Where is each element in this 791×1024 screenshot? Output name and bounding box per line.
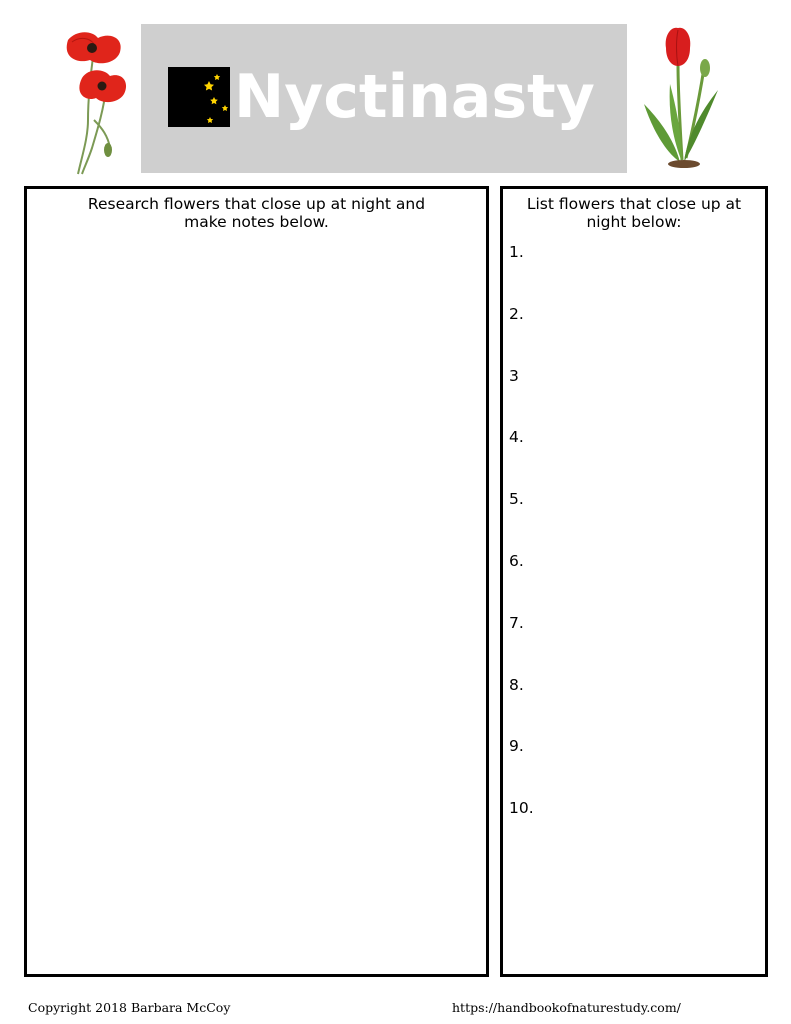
flower-list-panel: [500, 186, 768, 977]
copyright-text: Copyright 2018 Barbara McCoy: [28, 1000, 231, 1015]
notes-panel-heading: Research flowers that close up at night and make notes below.: [87, 195, 426, 231]
flower-list: [509, 243, 534, 861]
website-url[interactable]: https://handbookofnaturestudy.com/: [452, 1000, 681, 1015]
flower-list-heading: List flowers that close up at night below:: [526, 195, 742, 231]
list-item[interactable]: 4.: [509, 428, 524, 447]
list-item[interactable]: 3: [509, 366, 519, 385]
list-item[interactable]: 9.: [509, 737, 524, 756]
poppy-illustration: [58, 28, 136, 176]
list-item[interactable]: 1.: [509, 243, 524, 261]
list-item[interactable]: 10.: [509, 799, 534, 818]
tulip-illustration: [640, 24, 724, 174]
list-item[interactable]: 5.: [509, 490, 524, 509]
page-title: Nyctinasty: [234, 62, 595, 132]
list-item[interactable]: 8.: [509, 675, 524, 694]
list-item[interactable]: 6.: [509, 551, 524, 570]
list-item[interactable]: 7.: [509, 613, 524, 632]
moon-icon: [168, 67, 230, 127]
notes-panel[interactable]: [24, 186, 489, 977]
list-item[interactable]: 2.: [509, 304, 524, 323]
